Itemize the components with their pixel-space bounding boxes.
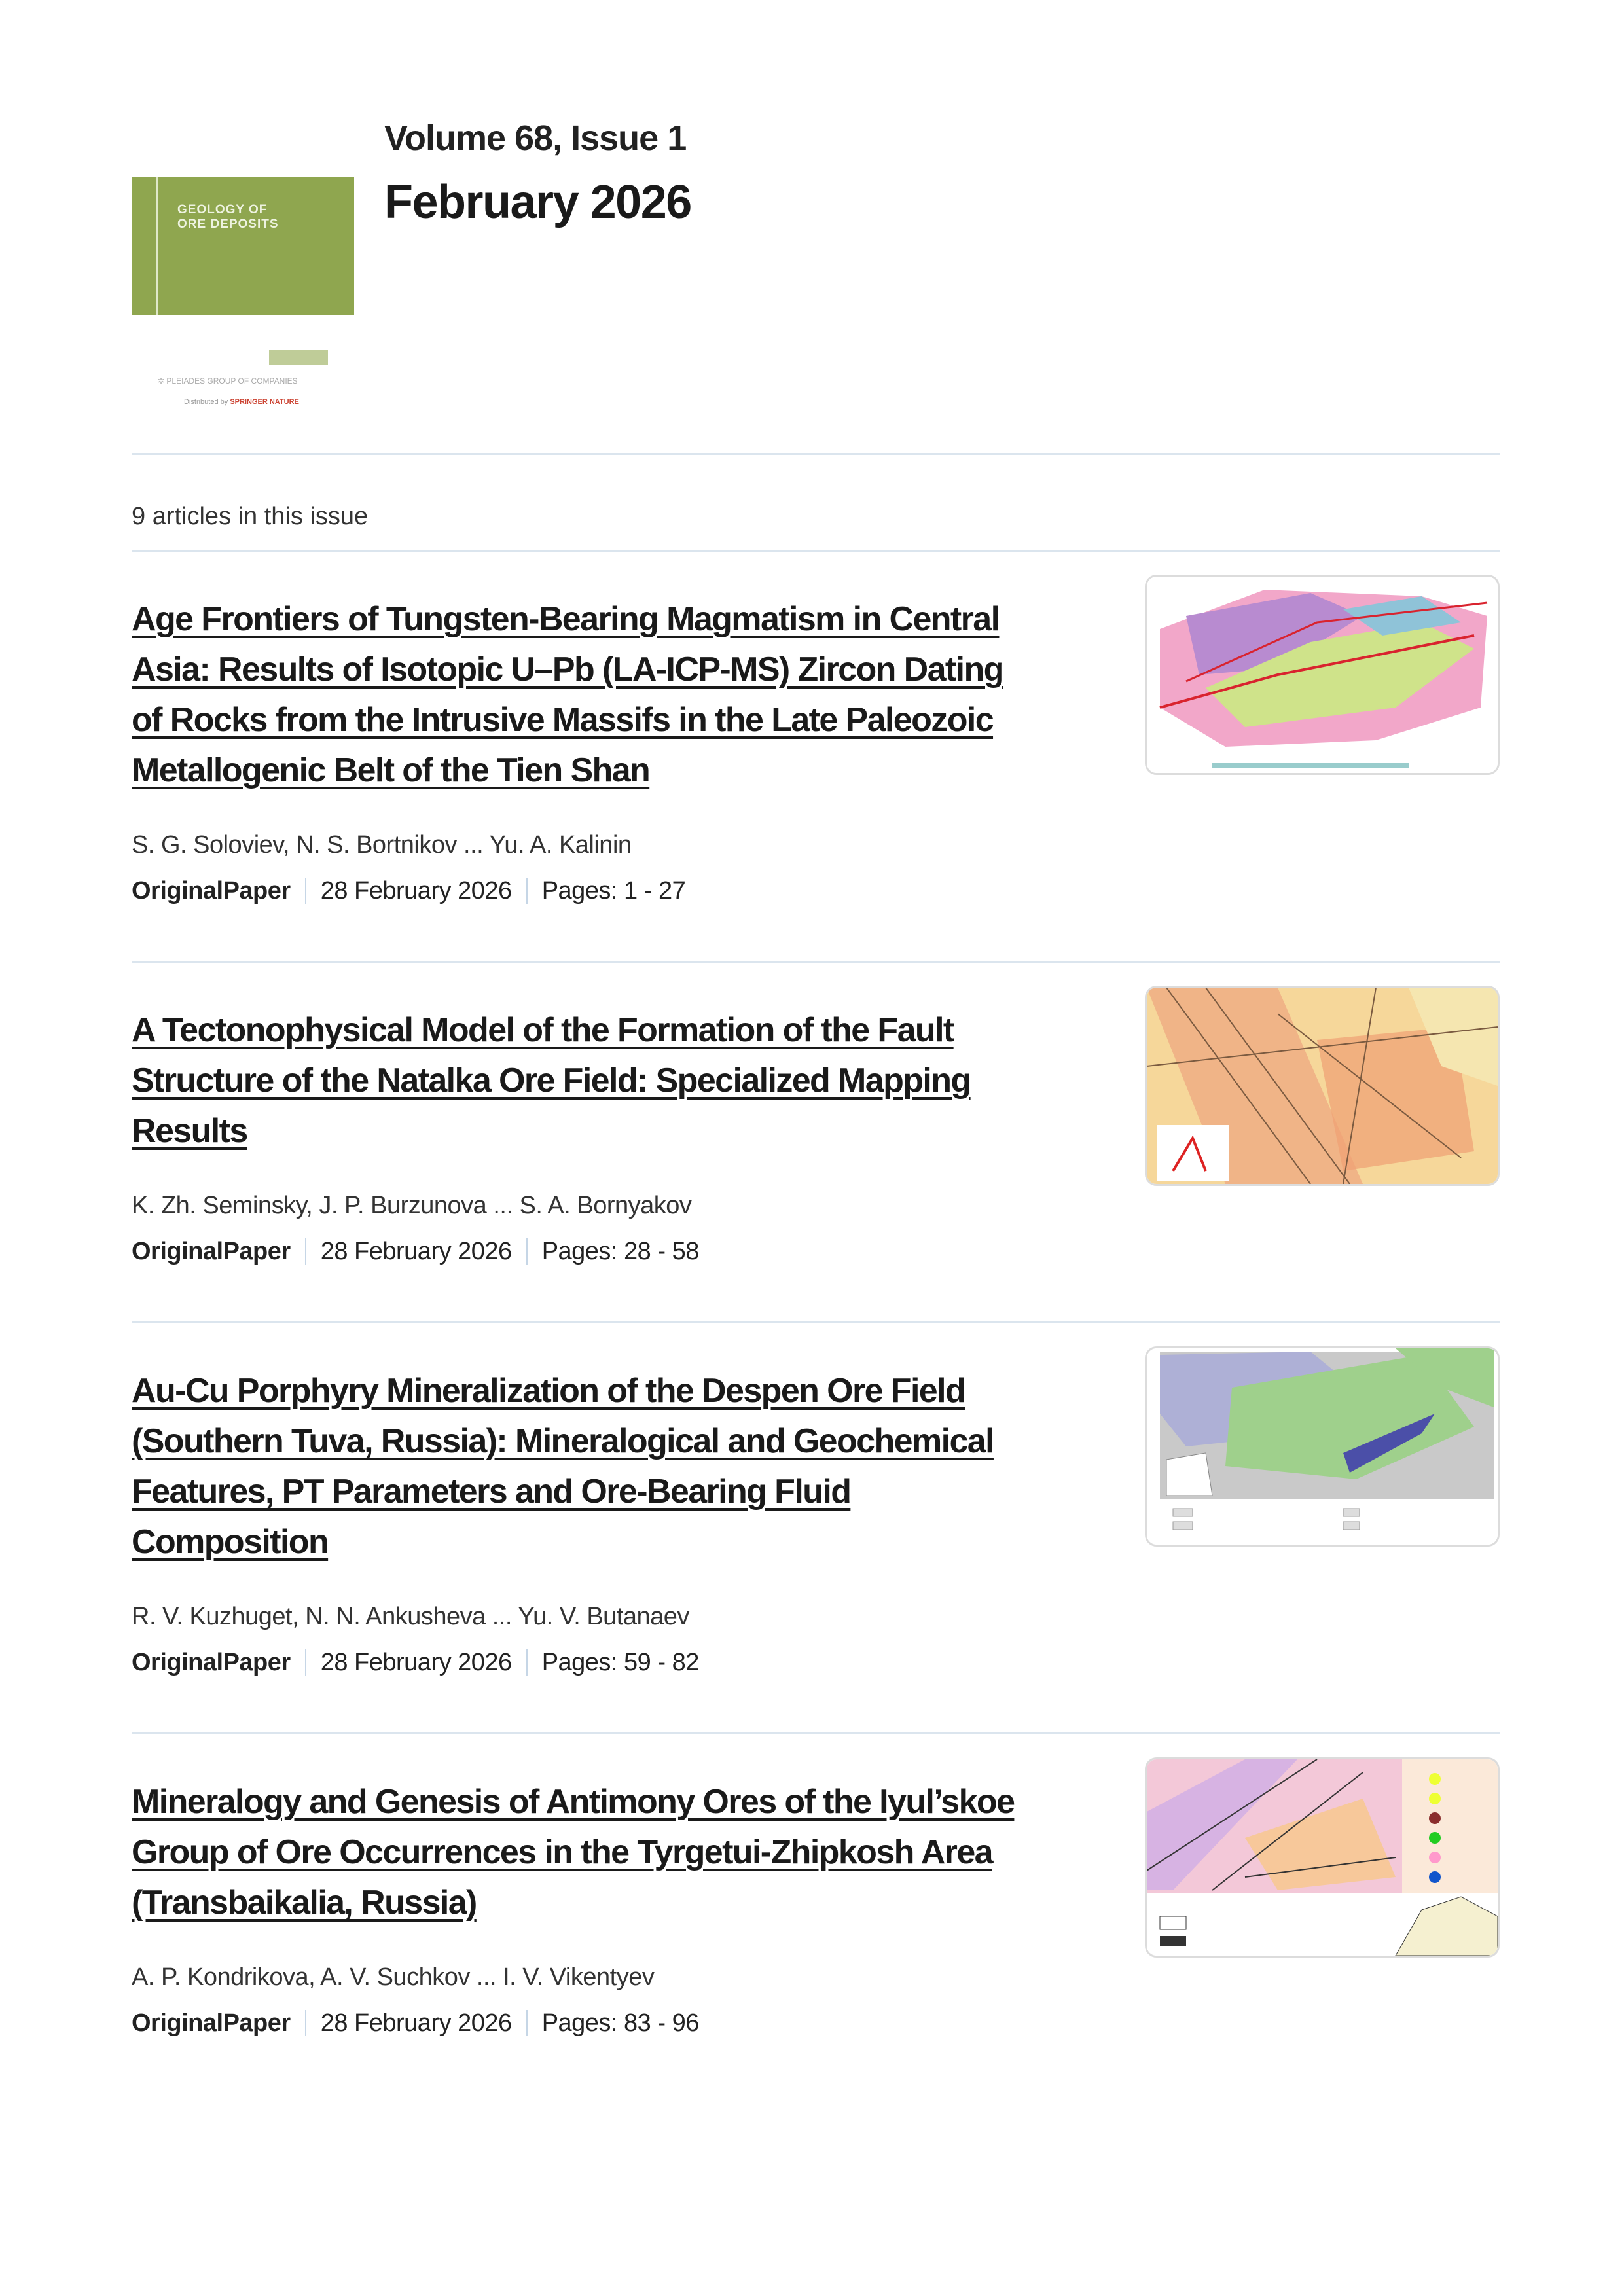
article-title-line <box>132 1106 1113 1157</box>
article-title-line <box>132 745 1113 796</box>
article-title-line <box>132 1777 1113 1827</box>
article-title-text: Structure of the Natalka Ore Field: Specialized Mapping <box>132 1062 971 1100</box>
meta-separator <box>526 878 528 904</box>
meta-separator <box>526 1238 528 1265</box>
divider <box>132 453 1500 455</box>
article-date: 28 February 2026 <box>320 877 512 905</box>
article-pages: Pages: 28 - 58 <box>541 1238 699 1265</box>
article-title-line <box>132 1366 1113 1416</box>
article-title-text: (Transbaikalia, Russia) <box>132 1884 477 1922</box>
article-title-line <box>132 1416 1113 1467</box>
article-title-text: Group of Ore Occurrences in the Tyrgetui-Zhipkosh Area <box>132 1833 992 1871</box>
article-authors: S. G. Soloviev, N. S. Bortnikov ... Yu. A. Kalinin <box>132 831 632 859</box>
article-title-link[interactable] <box>132 594 1113 796</box>
article-title-line <box>132 1467 1113 1517</box>
article-title-line <box>132 1056 1113 1106</box>
article-authors: K. Zh. Seminsky, J. P. Burzunova ... S. A. Bornyakov <box>132 1192 692 1219</box>
publisher-logo: ✲ PLEIADES GROUP OF COMPANIES <box>158 376 298 386</box>
article-title-link[interactable] <box>132 1005 1113 1157</box>
cover-spine <box>156 177 158 315</box>
article-title-text: Features, PT Parameters and Ore-Bearing Fluid <box>132 1473 851 1511</box>
article-thumbnail-map-image[interactable] <box>1145 986 1500 1186</box>
article-title-text: A Tectonophysical Model of the Formation of the Fault <box>132 1011 954 1049</box>
article-title-link[interactable] <box>132 1777 1113 1928</box>
article-type: OriginalPaper <box>132 877 291 905</box>
article-title-text: of Rocks from the Intrusive Massifs in the Late Paleozoic <box>132 701 994 739</box>
article-pages: Pages: 83 - 96 <box>541 2009 699 2037</box>
article-list <box>132 552 1500 2093</box>
article-title-link[interactable] <box>132 1366 1113 1568</box>
article-thumbnail-map-image[interactable] <box>1145 575 1500 775</box>
article-meta <box>132 868 1500 914</box>
distributor-logo <box>184 398 299 406</box>
article-pages: Pages: 59 - 82 <box>541 1649 699 1676</box>
cover-tab <box>269 350 328 365</box>
article-pages: Pages: 1 - 27 <box>541 877 686 905</box>
article-meta <box>132 1640 1500 1685</box>
article-title-text: Asia: Results of Isotopic U–Pb (LA-ICP-MS) Zircon Dating <box>132 651 1003 689</box>
article-thumbnail-map-image[interactable] <box>1145 1757 1500 1958</box>
meta-separator <box>526 1649 528 1676</box>
issue-header <box>132 118 1500 454</box>
article-type: OriginalPaper <box>132 2009 291 2037</box>
article-title-line <box>132 645 1113 695</box>
meta-separator <box>305 2010 306 2036</box>
article-title-text: Results <box>132 1112 247 1150</box>
article-meta <box>132 2000 1500 2046</box>
article-title-line <box>132 1827 1113 1878</box>
article-meta <box>132 1229 1500 1274</box>
publisher-name: PLEIADES GROUP OF COMPANIES <box>166 376 298 386</box>
article-type: OriginalPaper <box>132 1649 291 1676</box>
cover-top-text <box>145 131 341 164</box>
article-title-text: Composition <box>132 1523 329 1561</box>
meta-separator <box>526 2010 528 2036</box>
meta-separator <box>305 1649 306 1676</box>
article-thumbnail-map-image[interactable] <box>1145 1346 1500 1547</box>
article-date: 28 February 2026 <box>320 2009 512 2037</box>
article-count: 9 articles in this issue <box>132 503 369 530</box>
article-item <box>132 552 1500 961</box>
article-item <box>132 1732 1500 2093</box>
cover-title-line: ORE DEPOSITS <box>177 217 279 231</box>
cover-journal-title <box>177 203 279 232</box>
article-authors: A. P. Kondrikova, A. V. Suchkov ... I. V. Vikentyev <box>132 1964 655 1991</box>
distributor-prefix: Distributed by <box>184 398 228 406</box>
article-date: 28 February 2026 <box>320 1649 512 1676</box>
article-title-line <box>132 1878 1113 1928</box>
issue-date: February 2026 <box>384 176 691 228</box>
article-date: 28 February 2026 <box>320 1238 512 1265</box>
article-title-text: Au-Cu Porphyry Mineralization of the Despen Ore Field <box>132 1372 965 1410</box>
issue-volume: Volume 68, Issue 1 <box>384 118 687 158</box>
cover-panel <box>132 177 354 315</box>
meta-separator <box>305 1238 306 1265</box>
distributor-name: SPRINGER NATURE <box>230 398 299 406</box>
article-title-text: (Southern Tuva, Russia): Mineralogical and Geochemical <box>132 1422 994 1460</box>
article-title-line <box>132 1005 1113 1056</box>
meta-separator <box>305 878 306 904</box>
article-title-text: Age Frontiers of Tungsten-Bearing Magmatism in Central <box>132 600 1000 638</box>
journal-cover-image[interactable] <box>132 131 354 419</box>
cover-title-line: GEOLOGY OF <box>177 203 268 217</box>
article-title-text: Metallogenic Belt of the Tien Shan <box>132 751 650 789</box>
article-title-line <box>132 594 1113 645</box>
article-title-text: Mineralogy and Genesis of Antimony Ores of the Iyul’skoe <box>132 1783 1015 1821</box>
article-title-line <box>132 695 1113 745</box>
article-item <box>132 961 1500 1321</box>
article-item <box>132 1321 1500 1732</box>
article-authors: R. V. Kuzhuget, N. N. Ankusheva ... Yu. V. Butanaev <box>132 1603 689 1630</box>
article-type: OriginalPaper <box>132 1238 291 1265</box>
article-title-line <box>132 1517 1113 1568</box>
